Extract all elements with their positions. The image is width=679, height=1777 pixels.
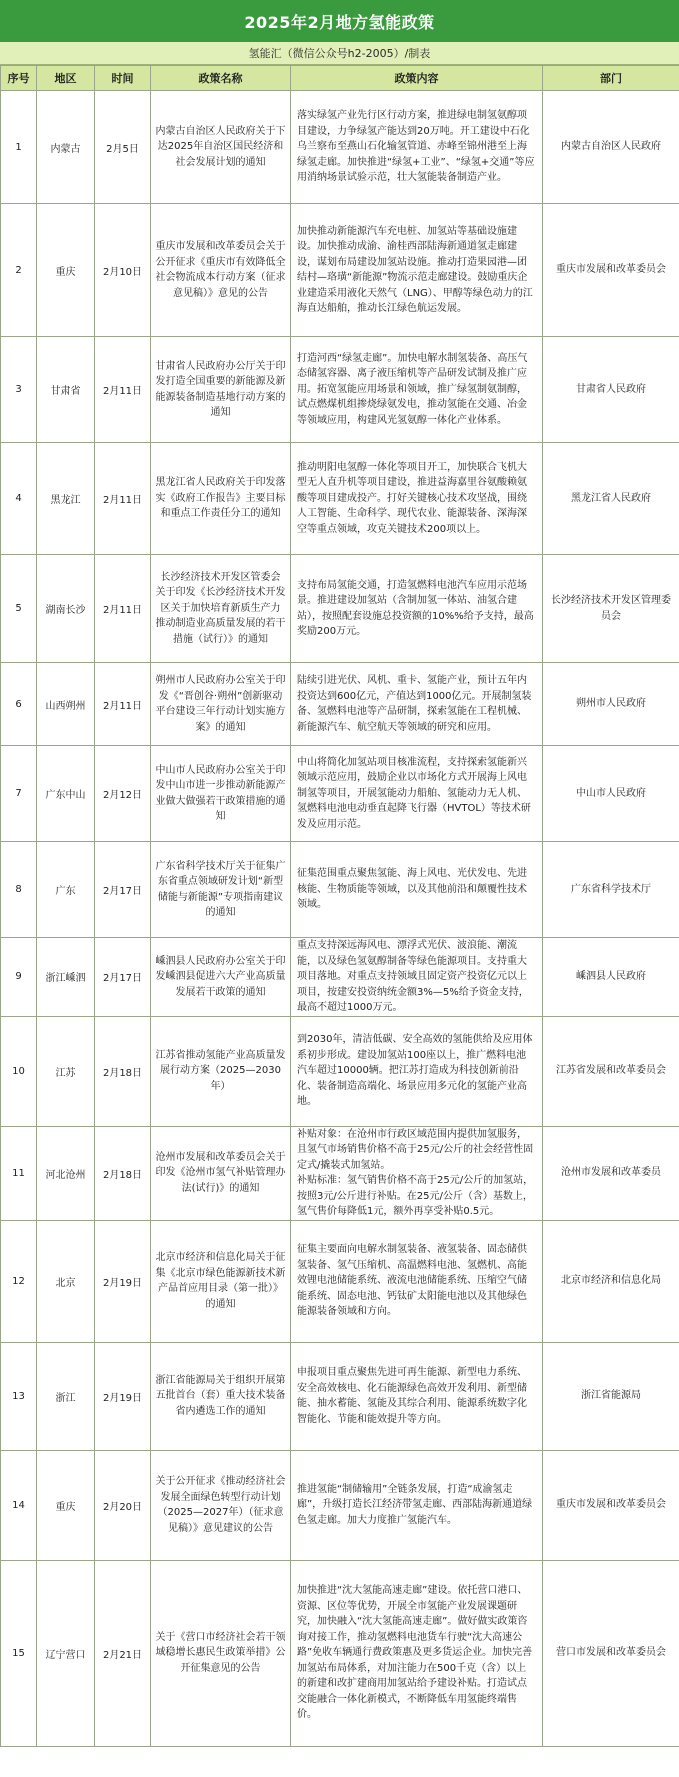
row-time: 2月19日: [95, 1220, 151, 1342]
row-number: 12: [1, 1220, 37, 1342]
row-time: 2月17日: [95, 938, 151, 1017]
row-time: 2月21日: [95, 1560, 151, 1746]
row-region: 河北沧州: [37, 1126, 95, 1220]
row-policy-content: 陆续引进光伏、风机、重卡、氢能产业，预计五年内投资达到600亿元，产值达到1000亿元。开展制氢装备、氢燃料电池等产品研制，探索氢能在工程机械、新能源汽车、航空航天等领域的研究和应用。: [291, 663, 543, 746]
row-department: 重庆市发展和改革委员会: [543, 1450, 679, 1560]
row-policy-name: 沧州市发展和改革委员会关于印发《沧州市氢气补贴管理办法(试行)》的通知: [151, 1126, 291, 1220]
row-policy-content: 到2030年，清洁低碳、安全高效的氢能供给及应用体系初步形成。建设加氢站100座以上，推广燃料电池汽车超过10000辆。把江苏打造成为科技创新前沿化、装备制造高端化、场景应用多元化的氢能产业高地。: [291, 1016, 543, 1126]
row-policy-content: 补贴对象：在沧州市行政区域范围内提供加氢服务，且氢气市场销售价格不高于25元/公斤的社会经营性固定式/撬装式加氢站。 补贴标准：氢气销售价格不高于25元/公斤的加氢站，按照3元/公斤进行补贴。在25元/公斤（含）基数上，氢气售价每降低1元，额外再享受补贴0.5元。: [291, 1126, 543, 1220]
page-subtitle: 氢能汇（微信公众号h2-2005）/制表: [0, 42, 679, 65]
table-row: [1, 337, 679, 443]
header-no: 序号: [1, 66, 37, 91]
table-row: [1, 555, 679, 663]
row-policy-name: 江苏省推动氢能产业高质量发展行动方案（2025—2030年）: [151, 1016, 291, 1126]
row-department: 北京市经济和信息化局: [543, 1220, 679, 1342]
row-policy-name: 浙江省能源局关于组织开展第五批首台（套）重大技术装备省内遴选工作的通知: [151, 1342, 291, 1450]
row-department: 重庆市发展和改革委员会: [543, 204, 679, 337]
header-region: 地区: [37, 66, 95, 91]
row-number: 7: [1, 746, 37, 842]
row-number: 1: [1, 91, 37, 204]
row-number: 4: [1, 443, 37, 555]
row-policy-name: 朔州市人民政府办公室关于印发《“晋创谷·朔州”创新驱动平台建设三年行动计划实施方案》的通知: [151, 663, 291, 746]
row-department: 长沙经济技术开发区管理委员会: [543, 555, 679, 663]
row-region: 内蒙古: [37, 91, 95, 204]
policy-table: [0, 65, 679, 1747]
row-policy-name: 黑龙江省人民政府关于印发落实《政府工作报告》主要目标和重点工作责任分工的通知: [151, 443, 291, 555]
row-region: 浙江嵊泗: [37, 938, 95, 1017]
page-title: 2025年2月地方氢能政策: [0, 0, 679, 42]
row-policy-content: 推动明阳电氢醇一体化等项目开工，加快联合飞机大型无人直升机等项目建设，推进益海嘉里谷氨酸赖氨酸等项目建成投产。打好关键核心技术攻坚战，围绕人工智能、生命科学、现代农业、能源装备、深海深空等重点领域，攻克关键技术200项以上。: [291, 443, 543, 555]
row-number: 15: [1, 1560, 37, 1746]
row-department: 黑龙江省人民政府: [543, 443, 679, 555]
row-department: 内蒙古自治区人民政府: [543, 91, 679, 204]
row-time: 2月19日: [95, 1342, 151, 1450]
row-department: 中山市人民政府: [543, 746, 679, 842]
row-number: 2: [1, 204, 37, 337]
row-policy-name: 广东省科学技术厅关于征集广东省重点领域研发计划“新型储能与新能源”专项指南建议的通知: [151, 842, 291, 938]
row-policy-name: 关于《营口市经济社会若干领域稳增长惠民生政策举措》公开征集意见的公告: [151, 1560, 291, 1746]
row-policy-name: 甘肃省人民政府办公厅关于印发打造全国重要的新能源及新能源装备制造基地行动方案的通知: [151, 337, 291, 443]
row-policy-content: 征集主要面向电解水制氢装备、液氢装备、固态储供氢装备、氢气压缩机、高温燃料电池、氢燃机、高能效锂电池储能系统、液流电池储能系统、压缩空气储能系统、固态电池、钙钛矿太阳能电池以及其他绿色能源装备领域和方向。: [291, 1220, 543, 1342]
row-policy-name: 长沙经济技术开发区管委会 关于印发《长沙经济技术开发区关于加快培育新质生产力 推动制造业高质量发展的若干措施（试行）》的通知: [151, 555, 291, 663]
row-department: 朔州市人民政府: [543, 663, 679, 746]
table-row: [1, 1126, 679, 1220]
row-time: 2月11日: [95, 663, 151, 746]
row-policy-content: 加快推进“沈大氢能高速走廊”建设。依托营口港口、资源、区位等优势，开展全市氢能产业发展课题研究，加快融入“沈大氢能高速走廊”。做好做实政策咨询对接工作，推动氢燃料电池货车行驶“沈大高速公路”免收车辆通行费政策惠及更多货运企业。加快完善加氢站布局体系，对加注能力在500千克（含）以上的新建和改扩建商用加氢站给予建设补贴。打造试点交能融合一体化新模式，不断降低车用氢能终端售价。: [291, 1560, 543, 1746]
row-time: 2月10日: [95, 204, 151, 337]
row-department: 甘肃省人民政府: [543, 337, 679, 443]
row-region: 湖南长沙: [37, 555, 95, 663]
table-row: [1, 938, 679, 1017]
table-row: [1, 1560, 679, 1746]
row-department: 浙江省能源局: [543, 1342, 679, 1450]
row-time: 2月12日: [95, 746, 151, 842]
row-department: 营口市发展和改革委员会: [543, 1560, 679, 1746]
row-time: 2月17日: [95, 842, 151, 938]
row-time: 2月11日: [95, 443, 151, 555]
row-number: 8: [1, 842, 37, 938]
row-region: 黑龙江: [37, 443, 95, 555]
row-department: 江苏省发展和改革委员会: [543, 1016, 679, 1126]
row-policy-content: 中山将简化加氢站项目核准流程，支持探索氢能新兴领域示范应用，鼓励企业以市场化方式开展海上风电制氢等项目，开展氢能动力船舶、氢能动力无人机、氢燃料电池电动垂直起降飞行器（HVTOL）等技术研发及应用示范。: [291, 746, 543, 842]
header-dept: 部门: [543, 66, 679, 91]
row-region: 广东中山: [37, 746, 95, 842]
row-region: 甘肃省: [37, 337, 95, 443]
row-region: 广东: [37, 842, 95, 938]
row-policy-name: 关于公开征求《推动经济社会发展全面绿色转型行动计划（2025—2027年）（征求意见稿）》意见建议的公告: [151, 1450, 291, 1560]
table-row: [1, 91, 679, 204]
table-row: [1, 1220, 679, 1342]
table-row: [1, 663, 679, 746]
row-region: 重庆: [37, 204, 95, 337]
row-number: 10: [1, 1016, 37, 1126]
row-number: 6: [1, 663, 37, 746]
row-time: 2月11日: [95, 555, 151, 663]
row-number: 9: [1, 938, 37, 1017]
row-number: 3: [1, 337, 37, 443]
row-policy-name: 嵊泗县人民政府办公室关于印发嵊泗县促进六大产业高质量发展若干政策的通知: [151, 938, 291, 1017]
row-department: 嵊泗县人民政府: [543, 938, 679, 1017]
row-policy-content: 申报项目重点聚焦先进可再生能源、新型电力系统、安全高效核电、化石能源绿色高效开发利用、新型储能、抽水蓄能、氢能及其综合利用、能源系统数字化智能化、节能和能效提升等方向。: [291, 1342, 543, 1450]
row-number: 13: [1, 1342, 37, 1450]
row-region: 山西朔州: [37, 663, 95, 746]
row-policy-content: 打造河西“绿氢走廊”。加快电解水制氢装备、高压气态储氢容器、离子液压缩机等产品研发试制及推广应用。拓宽氢能应用场景和领域，推广绿氢制氨制醇，试点燃煤机组掺烧绿氨发电，推动氢能在交通、冶金等领域应用，构建风光氢氨醇一体化产业体系。: [291, 337, 543, 443]
table-row: [1, 842, 679, 938]
row-policy-content: 重点支持深远海风电、漂浮式光伏、波浪能、潮流能，以及绿色氢氨醇制备等绿色能源项目。支持重大项目落地。对重点支持领域且固定资产投资亿元以上项目，按建安投资纳统金额3%—5%给予资金支持，最高不超过1000万元。: [291, 938, 543, 1017]
row-number: 5: [1, 555, 37, 663]
table-row: [1, 1342, 679, 1450]
row-time: 2月18日: [95, 1016, 151, 1126]
row-department: 广东省科学技术厅: [543, 842, 679, 938]
row-time: 2月11日: [95, 337, 151, 443]
row-number: 14: [1, 1450, 37, 1560]
row-region: 重庆: [37, 1450, 95, 1560]
row-department: 沧州市发展和改革委员: [543, 1126, 679, 1220]
row-policy-name: 中山市人民政府办公室关于印发中山市进一步推动新能源产业做大做强若干政策措施的通知: [151, 746, 291, 842]
table-row: [1, 1450, 679, 1560]
row-time: 2月5日: [95, 91, 151, 204]
table-row: [1, 443, 679, 555]
table-header-row: [1, 66, 679, 91]
row-region: 浙江: [37, 1342, 95, 1450]
row-policy-name: 北京市经济和信息化局关于征集《北京市绿色能源新技术新产品首应用目录（第一批）》的通知: [151, 1220, 291, 1342]
row-region: 江苏: [37, 1016, 95, 1126]
table-row: [1, 204, 679, 337]
row-policy-content: 征集范围重点聚焦氢能、海上风电、光伏发电、先进核能、生物质能等领域，以及其他前沿和颠覆性技术领域。: [291, 842, 543, 938]
header-content: 政策内容: [291, 66, 543, 91]
table-row: [1, 746, 679, 842]
row-policy-name: 重庆市发展和改革委员会关于公开征求《重庆市有效降低全社会物流成本行动方案（征求意见稿）》意见的公告: [151, 204, 291, 337]
row-time: 2月20日: [95, 1450, 151, 1560]
header-name: 政策名称: [151, 66, 291, 91]
table-row: [1, 1016, 679, 1126]
row-number: 11: [1, 1126, 37, 1220]
row-policy-content: 加快推动新能源汽车充电桩、加氢站等基础设施建设。加快推动成渝、渝桂西部陆海新通道氢走廊建设，谋划布局建设加氢站设施。推动打造果园港—团结村—珞璜“新能源”物流示范走廊建设。鼓励重庆企业建造采用液化天然气（LNG）、甲醇等绿色动力的江海直达船舶，推动长江绿色航运发展。: [291, 204, 543, 337]
row-time: 2月18日: [95, 1126, 151, 1220]
header-time: 时间: [95, 66, 151, 91]
row-region: 辽宁营口: [37, 1560, 95, 1746]
row-policy-content: 推进氢能“制储输用”全链条发展，打造“成渝氢走廊”，升级打造长江经济带氢走廊、西部陆海新通道绿色氢走廊。加大力度推广氢能汽车。: [291, 1450, 543, 1560]
row-policy-content: 落实绿氢产业先行区行动方案，推进绿电制氢氨醇项目建设，力争绿氢产能达到20万吨。开工建设中石化乌兰察布至燕山石化输氢管道、赤峰至锦州港至上海绿氢走廊。加快推进“绿氢+工业”、“绿氢+交通”等应用消纳场景试验示范，壮大氢能装备制造产业。: [291, 91, 543, 204]
row-region: 北京: [37, 1220, 95, 1342]
row-policy-content: 支持布局氢能交通，打造氢燃料电池汽车应用示范场景。推进建设加氢站（含制加氢一体站、油氢合建站），按照配套设施总投资额的10%%给予支持，最高奖励200万元。: [291, 555, 543, 663]
row-policy-name: 内蒙古自治区人民政府关于下达2025年自治区国民经济和社会发展计划的通知: [151, 91, 291, 204]
